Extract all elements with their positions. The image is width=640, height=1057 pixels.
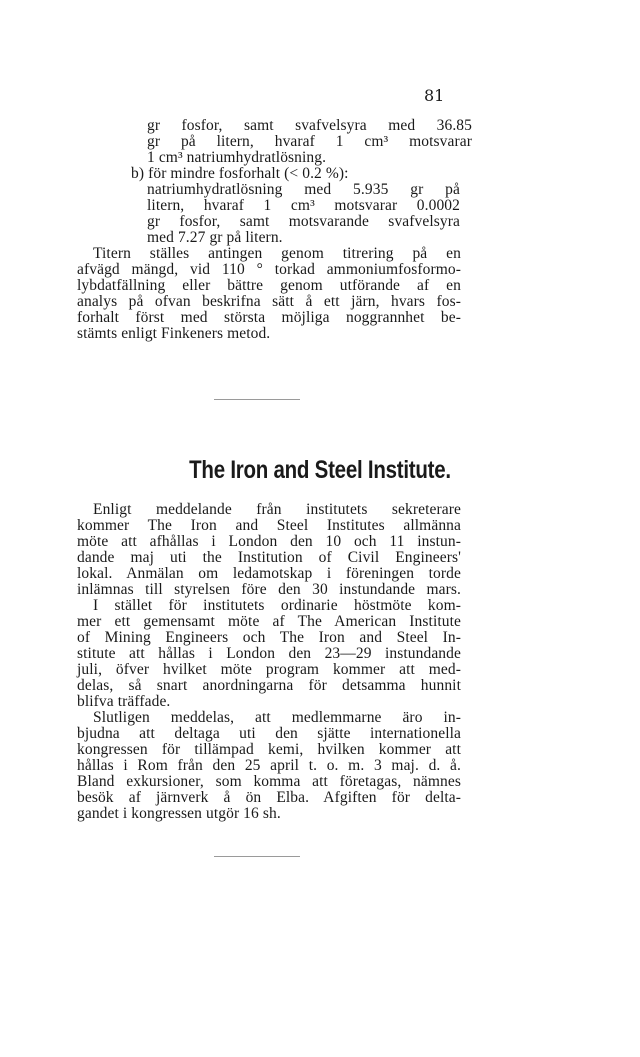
section-divider bbox=[214, 399, 300, 400]
text-line: gr på litern, hvaraf 1 cm³ motsvarar bbox=[147, 133, 472, 150]
text-line: afvägd mängd, vid 110 ° torkad ammoniumfosformo- bbox=[77, 261, 461, 278]
text-line: Slutligen meddelas, att medlemmarne äro in- bbox=[93, 709, 461, 726]
text-line: inlämnas till styrelsen före den 30 instundande mars. bbox=[77, 581, 461, 598]
text-line: blifva träffade. bbox=[77, 693, 171, 710]
text-line: mer ett gemensamt möte af The American Institute bbox=[77, 613, 461, 630]
text-line: lokal. Anmälan om ledamotskap i föreningen torde bbox=[77, 565, 461, 582]
text-line: gr fosfor, samt svafvelsyra med 36.85 bbox=[147, 117, 472, 134]
section-heading: The Iron and Steel Institute. bbox=[189, 456, 451, 484]
text-line: of Mining Engineers och The Iron and Steel In- bbox=[77, 629, 461, 646]
text-line: med 7.27 gr på litern. bbox=[147, 229, 283, 246]
text-line: kongressen för tillämpad kemi, hvilken kommer att bbox=[77, 741, 461, 758]
text-line: besök af järnverk å ön Elba. Afgiften för delta- bbox=[77, 789, 461, 806]
text-line: analys på ofvan beskrifna sätt å ett järn, hvars fos- bbox=[77, 293, 461, 310]
section-divider bbox=[214, 856, 300, 857]
text-line: gr fosfor, samt motsvarande svafvelsyra bbox=[147, 213, 460, 230]
text-line: hållas i Rom från den 25 april t. o. m. 3 maj. d. å. bbox=[77, 757, 461, 774]
text-line: möte att afhållas i London den 10 och 11 instun- bbox=[77, 533, 461, 550]
text-line: gandet i kongressen utgör 16 sh. bbox=[77, 805, 281, 822]
page-number: 81 bbox=[424, 86, 445, 105]
text-line: bjudna att deltaga uti den sjätte internationella bbox=[77, 725, 461, 742]
text-line: delas, så snart anordningarna för detsamma hunnit bbox=[77, 677, 461, 694]
text-line: Bland exkursioner, som komma att företagas, nämnes bbox=[77, 773, 461, 790]
text-line: forhalt först med största möjliga noggrannhet be- bbox=[77, 309, 461, 326]
text-line: Enligt meddelande från institutets sekreterare bbox=[93, 501, 461, 518]
text-line: kommer The Iron and Steel Institutes allmänna bbox=[77, 517, 461, 534]
text-line: 1 cm³ natriumhydratlösning. bbox=[147, 149, 327, 166]
text-line: stämts enligt Finkeners metod. bbox=[77, 325, 271, 342]
text-line: b) för mindre fosforhalt (< 0.2 %): bbox=[131, 165, 349, 182]
text-line: juli, öfver hvilket möte program kommer att med- bbox=[77, 661, 461, 678]
text-line: natriumhydratlösning med 5.935 gr på bbox=[147, 181, 460, 198]
text-line: Titern ställes antingen genom titrering på en bbox=[93, 245, 461, 262]
text-line: stitute att hållas i London den 23—29 instundande bbox=[77, 645, 461, 662]
text-line: lybdatfällning eller bättre genom utförande af en bbox=[77, 277, 461, 294]
text-line: I stället för institutets ordinarie höstmöte kom- bbox=[93, 597, 461, 614]
text-line: litern, hvaraf 1 cm³ motsvarar 0.0002 bbox=[147, 197, 460, 214]
text-line: dande maj uti the Institution of Civil Engineers' bbox=[77, 549, 461, 566]
